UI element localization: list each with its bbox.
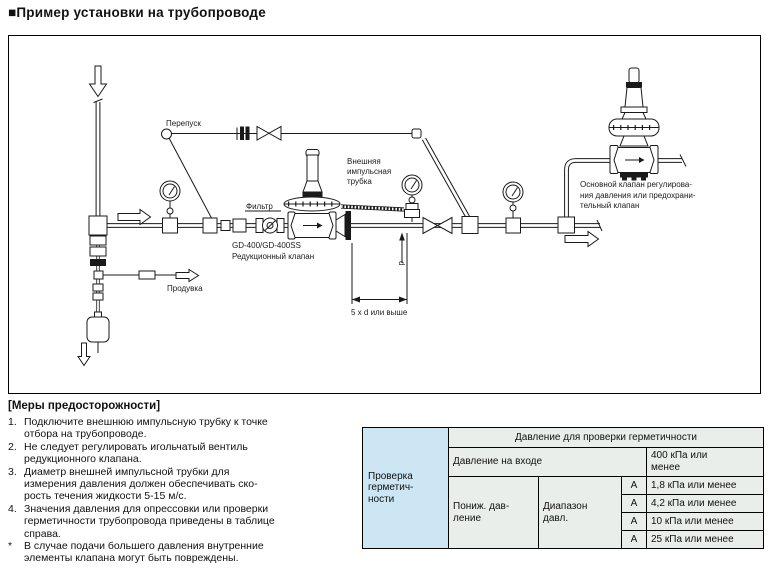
pressure-gauge-2 <box>503 182 523 218</box>
main-valve-label-1: Основной клапан регулирова- <box>580 180 692 189</box>
bypass-label: Перепуск <box>166 119 201 128</box>
pressure-test-table <box>362 427 764 549</box>
main-valve-label-2: ния давления или предохрани- <box>580 191 696 200</box>
dim-d-label: d <box>397 261 406 266</box>
dimension-lines <box>352 233 407 305</box>
filter-label: Фильтр <box>246 202 273 211</box>
pressure-gauge-3 <box>402 175 422 222</box>
item-number: * <box>8 540 13 553</box>
impulse-label-2: импульсная <box>347 167 392 176</box>
precaution-item-3 <box>8 466 358 503</box>
reduced-pressure-label: Пониж. дав-ление <box>449 477 539 549</box>
impulse-label-3: трубка <box>347 177 372 186</box>
main-right-arrow <box>118 210 151 225</box>
filter-symbol <box>256 218 284 233</box>
range-value: 4,2 кПа или менее <box>647 495 764 513</box>
item-number: 4. <box>8 502 17 515</box>
inlet-down-arrow <box>90 66 107 97</box>
valve-name-label: Редукционный клапан <box>232 252 315 261</box>
precaution-item-4 <box>8 503 358 540</box>
item-number: 1. <box>8 416 17 428</box>
pressure-range-label: Диапазон давл. <box>539 477 622 549</box>
item-text: Подключите внешнюю импульсную трубку к точке отбора на трубопроводе. <box>24 416 268 441</box>
inlet-pressure-label: Давление на входе <box>449 448 647 477</box>
precaution-item-2 <box>8 441 358 466</box>
main-valve-label-3: тельный клапан <box>580 201 640 210</box>
drain-assembly <box>87 236 155 342</box>
inlet-pressure-value: 400 кПа или менее <box>647 448 764 477</box>
row-header-cell: Проверка герметич-ности <box>363 428 449 549</box>
outlet-right-arrow <box>565 232 599 247</box>
flow-arrows <box>78 66 599 366</box>
valve-model-label: GD-400/GD-400SS <box>232 241 301 250</box>
main-valve-symbol <box>609 68 659 181</box>
range-value: 10 кПа или менее <box>647 513 764 531</box>
purge-label: Продувка <box>167 284 203 293</box>
drain-down-arrow <box>78 343 90 366</box>
dim-5xd-label: 5 x d или выше <box>351 308 408 317</box>
range-value: 1,8 кПа или менее <box>647 477 764 495</box>
precautions-heading: [Меры предосторожности] <box>8 400 161 412</box>
piping-diagram-svg <box>9 36 760 393</box>
impulse-tube <box>341 207 404 210</box>
pressure-gauge-1 <box>160 181 180 218</box>
installation-diagram <box>8 35 761 394</box>
page-title: ■Пример установки на трубопроводе <box>8 5 266 20</box>
precautions-section <box>8 400 358 565</box>
impulse-label-1: Внешняя <box>347 157 381 166</box>
purge-right-arrow <box>176 270 199 282</box>
globe-valve-symbol <box>423 218 452 234</box>
item-text: Значения давления для опрессовки или проверки герметичности трубопровода приведены в таблице справа. <box>24 502 275 540</box>
item-text: Не следует регулировать игольчатый вентиль редукционного клапана. <box>24 440 248 466</box>
item-number: 2. <box>8 440 17 453</box>
table-col-header: Давление для проверки герметичности <box>449 428 764 448</box>
range-mark: А <box>622 531 647 549</box>
range-mark: А <box>622 495 647 513</box>
range-value: 25 кПа или менее <box>647 531 764 549</box>
item-number: 3. <box>8 465 17 478</box>
bypass-valve-symbol <box>237 127 281 141</box>
range-mark: А <box>622 477 647 495</box>
precaution-item-star <box>8 540 358 565</box>
precaution-item-1 <box>8 416 358 441</box>
item-text: В случае подачи большего давления внутренние элементы клапана могут быть повреждены. <box>24 540 264 565</box>
range-mark: А <box>622 513 647 531</box>
reduction-valve-symbol <box>284 150 351 241</box>
item-text: Диаметр внешней импульсной трубки для измерения давления должен обеспечивать ско- рость течения жидкости 5-15 м/с. <box>24 465 258 503</box>
